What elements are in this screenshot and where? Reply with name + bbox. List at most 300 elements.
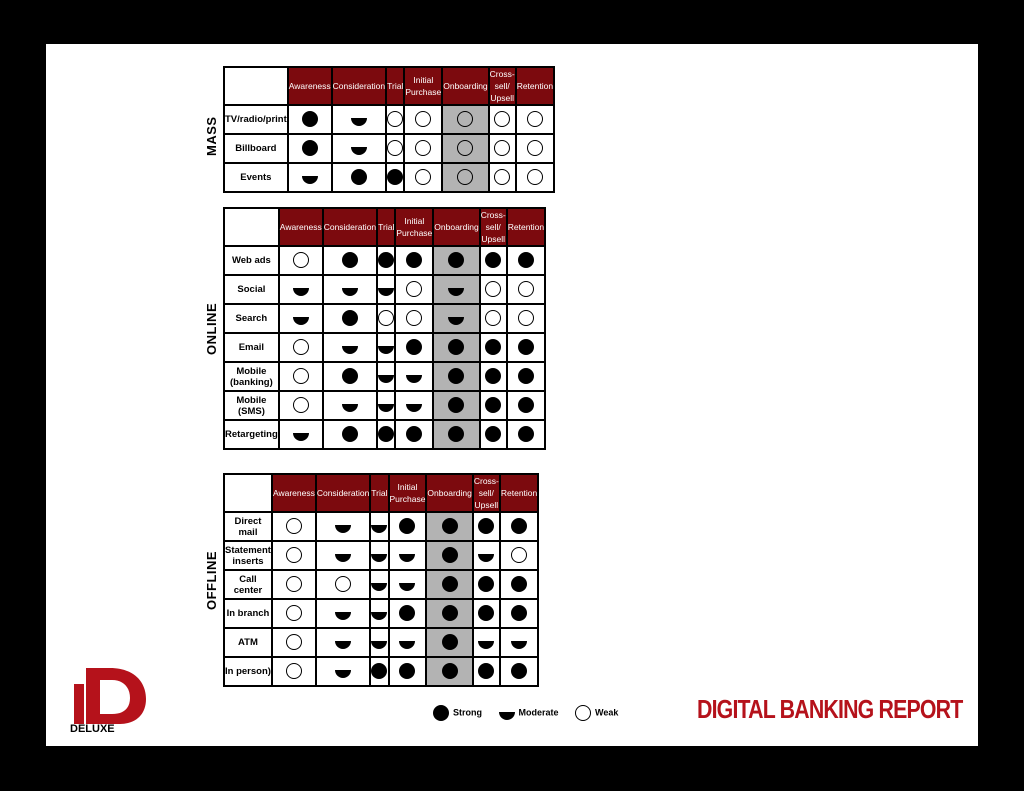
rating-cell (316, 570, 370, 599)
header-corner (224, 474, 272, 512)
table-row (224, 246, 545, 275)
table-row (224, 599, 538, 628)
empty-circle-icon (518, 310, 534, 326)
header-row (224, 208, 545, 246)
rating-cell (377, 304, 395, 333)
rating-cell (323, 420, 377, 449)
rating-cell (288, 105, 332, 134)
rating-cell (473, 657, 500, 686)
strong-circle-icon (399, 663, 415, 679)
table-row (224, 275, 545, 304)
half-circle-icon (371, 525, 387, 533)
rating-cell (370, 512, 388, 541)
rating-cell (389, 512, 427, 541)
rating-cell (389, 599, 427, 628)
half-circle-icon (293, 433, 309, 441)
rating-cell (377, 362, 395, 391)
rating-cell (507, 362, 545, 391)
strong-circle-icon (399, 605, 415, 621)
empty-circle-icon (485, 281, 501, 297)
strong-circle-icon (478, 663, 494, 679)
half-circle-icon (406, 375, 422, 383)
header-corner (224, 67, 288, 105)
rating-cell (480, 246, 507, 275)
rating-cell (332, 134, 386, 163)
half-circle-icon (499, 712, 515, 720)
report-title: DIGITAL BANKING REPORT (697, 694, 963, 724)
rating-cell (426, 570, 472, 599)
rating-cell (323, 333, 377, 362)
half-circle-icon (335, 554, 351, 562)
rating-cell (323, 362, 377, 391)
strong-circle-icon (448, 339, 464, 355)
column-header: Awareness (288, 67, 332, 105)
rating-cell (316, 541, 370, 570)
rating-cell (323, 275, 377, 304)
row-label: Retargeting (224, 420, 279, 449)
strong-circle-icon (511, 663, 527, 679)
strong-circle-icon (478, 605, 494, 621)
column-header: Trial (386, 67, 404, 105)
rating-cell (279, 304, 323, 333)
rating-cell (377, 391, 395, 420)
empty-circle-icon (335, 576, 351, 592)
half-circle-icon (478, 641, 494, 649)
rating-cell (507, 304, 545, 333)
half-circle-icon (342, 404, 358, 412)
empty-circle-icon (293, 397, 309, 413)
column-header: Cross-sell/ Upsell (489, 69, 515, 103)
empty-circle-icon (406, 281, 422, 297)
column-header: Awareness (279, 208, 323, 246)
row-label: Billboard (224, 134, 288, 163)
rating-cell (389, 628, 427, 657)
empty-circle-icon (293, 368, 309, 384)
rating-cell (500, 628, 538, 657)
row-label: Email (224, 333, 279, 362)
half-circle-icon (371, 554, 387, 562)
rating-cell (473, 599, 500, 628)
rating-cell (473, 628, 500, 657)
half-circle-icon (293, 288, 309, 296)
half-circle-icon (399, 583, 415, 591)
strong-circle-icon (406, 426, 422, 442)
row-label: Statement inserts (224, 541, 272, 570)
rating-cell (500, 512, 538, 541)
strong-circle-icon (485, 368, 501, 384)
empty-circle-icon (494, 169, 510, 185)
section-label: MASS (204, 116, 219, 156)
half-circle-icon (335, 612, 351, 620)
rating-cell (489, 134, 516, 163)
rating-cell (473, 512, 500, 541)
legend-weak-label: Weak (595, 707, 619, 718)
rating-cell (279, 275, 323, 304)
empty-circle-icon (575, 705, 591, 721)
rating-cell (433, 275, 479, 304)
strong-circle-icon (485, 397, 501, 413)
empty-circle-icon (415, 169, 431, 185)
empty-circle-icon (293, 339, 309, 355)
rating-cell (395, 391, 433, 420)
rating-cell (395, 420, 433, 449)
rating-cell (433, 391, 479, 420)
strong-circle-icon (378, 252, 394, 268)
rating-cell (395, 333, 433, 362)
rating-cell (395, 362, 433, 391)
rating-cell (442, 105, 488, 134)
legend-strong (433, 705, 482, 721)
rating-cell (316, 512, 370, 541)
column-header: Onboarding (426, 474, 472, 512)
rating-cell (272, 541, 316, 570)
rating-cell (507, 420, 545, 449)
half-circle-icon (342, 288, 358, 296)
rating-cell (316, 599, 370, 628)
header-row (224, 67, 554, 105)
rating-cell (395, 304, 433, 333)
row-label: In branch (224, 599, 272, 628)
rating-cell (377, 420, 395, 449)
rating-cell (507, 391, 545, 420)
half-circle-icon (342, 346, 358, 354)
half-circle-icon (351, 147, 367, 155)
empty-circle-icon (286, 518, 302, 534)
table-row (224, 657, 538, 686)
half-circle-icon (371, 612, 387, 620)
empty-circle-icon (415, 111, 431, 127)
half-circle-icon (335, 525, 351, 533)
row-label: Events (224, 163, 288, 192)
strong-circle-icon (518, 339, 534, 355)
rating-cell (288, 134, 332, 163)
strong-circle-icon (342, 310, 358, 326)
rating-cell (480, 275, 507, 304)
strong-circle-icon (448, 397, 464, 413)
half-circle-icon (378, 288, 394, 296)
strong-circle-icon (442, 634, 458, 650)
strong-circle-icon (511, 576, 527, 592)
strong-circle-icon (442, 576, 458, 592)
rating-cell (433, 420, 479, 449)
rating-cell (433, 362, 479, 391)
table-row (224, 541, 538, 570)
half-circle-icon (399, 554, 415, 562)
empty-circle-icon (518, 281, 534, 297)
rating-cell (395, 275, 433, 304)
rating-cell (386, 163, 404, 192)
rating-cell (500, 599, 538, 628)
row-label: Web ads (224, 246, 279, 275)
rating-cell (433, 333, 479, 362)
strong-circle-icon (478, 576, 494, 592)
table-row (224, 304, 545, 333)
empty-circle-icon (494, 140, 510, 156)
rating-cell (404, 105, 442, 134)
rating-cell (279, 362, 323, 391)
empty-circle-icon (494, 111, 510, 127)
rating-cell (386, 134, 404, 163)
rating-cell (272, 657, 316, 686)
half-circle-icon (351, 118, 367, 126)
rating-cell (279, 246, 323, 275)
rating-cell (370, 570, 388, 599)
rating-cell (480, 304, 507, 333)
rating-cell (389, 657, 427, 686)
rating-cell (480, 420, 507, 449)
half-circle-icon (399, 641, 415, 649)
strong-circle-icon (342, 426, 358, 442)
column-header: Cross-sell/ Upsell (480, 210, 506, 244)
half-circle-icon (448, 317, 464, 325)
rating-cell (272, 628, 316, 657)
strong-circle-icon (518, 397, 534, 413)
rating-cell (395, 246, 433, 275)
strong-circle-icon (442, 518, 458, 534)
rating-cell (516, 163, 554, 192)
rating-cell (433, 246, 479, 275)
strong-circle-icon (351, 169, 367, 185)
table-row (224, 628, 538, 657)
column-header: Retention (516, 67, 554, 105)
column-header: Awareness (272, 474, 316, 512)
strong-circle-icon (485, 426, 501, 442)
rating-cell (377, 333, 395, 362)
rating-cell (272, 512, 316, 541)
rating-cell (279, 333, 323, 362)
rating-cell (316, 628, 370, 657)
legend-moderate (499, 706, 559, 720)
rating-cell (370, 628, 388, 657)
rating-cell (489, 163, 516, 192)
empty-circle-icon (527, 169, 543, 185)
rating-cell (473, 541, 500, 570)
table-row (224, 512, 538, 541)
rating-cell (480, 333, 507, 362)
empty-circle-icon (378, 310, 394, 326)
rating-cell (279, 420, 323, 449)
column-header: Initial Purchase (404, 67, 442, 105)
matrix-table (223, 207, 546, 450)
matrix-table (223, 66, 555, 193)
row-label: Call center (224, 570, 272, 599)
rating-cell (386, 105, 404, 134)
half-circle-icon (371, 583, 387, 591)
half-circle-icon (371, 641, 387, 649)
rating-cell (480, 391, 507, 420)
rating-cell (404, 134, 442, 163)
column-header: Initial Purchase (389, 474, 427, 512)
half-circle-icon (378, 346, 394, 354)
rating-cell (480, 362, 507, 391)
table-row (224, 362, 545, 391)
empty-circle-icon (406, 310, 422, 326)
strong-circle-icon (485, 339, 501, 355)
slide (46, 44, 978, 746)
strong-circle-icon (302, 111, 318, 127)
half-circle-icon (335, 641, 351, 649)
strong-circle-icon (518, 368, 534, 384)
rating-cell (370, 541, 388, 570)
empty-circle-icon (286, 605, 302, 621)
rating-cell (426, 657, 472, 686)
half-circle-icon (302, 176, 318, 184)
half-circle-icon (478, 554, 494, 562)
half-circle-icon (378, 404, 394, 412)
strong-circle-icon (399, 518, 415, 534)
strong-circle-icon (302, 140, 318, 156)
section-label: ONLINE (204, 302, 219, 355)
table-row (224, 134, 554, 163)
rating-cell (316, 657, 370, 686)
rating-cell (272, 570, 316, 599)
row-label: Social (224, 275, 279, 304)
strong-circle-icon (518, 252, 534, 268)
empty-circle-icon (527, 140, 543, 156)
header-row (224, 474, 538, 512)
row-label: ATM (224, 628, 272, 657)
strong-circle-icon (378, 426, 394, 442)
empty-circle-icon (511, 547, 527, 563)
table-row (224, 420, 545, 449)
rating-cell (272, 599, 316, 628)
empty-circle-icon (527, 111, 543, 127)
half-circle-icon (448, 288, 464, 296)
legend-moderate-label: Moderate (518, 707, 559, 718)
rating-cell (489, 105, 516, 134)
strong-circle-icon (485, 252, 501, 268)
column-header: Consideration (323, 208, 377, 246)
column-header: Retention (500, 474, 538, 512)
column-header: Onboarding (433, 208, 479, 246)
strong-circle-icon (511, 605, 527, 621)
column-header: Cross-sell/ Upsell (473, 476, 499, 510)
strong-circle-icon (518, 426, 534, 442)
empty-circle-icon (415, 140, 431, 156)
rating-cell (516, 105, 554, 134)
column-header: Retention (507, 208, 545, 246)
deluxe-logo (68, 664, 152, 734)
column-header: Consideration (332, 67, 386, 105)
rating-cell (377, 275, 395, 304)
row-label: TV/radio/print (224, 105, 288, 134)
rating-cell (426, 541, 472, 570)
strong-circle-icon (406, 252, 422, 268)
rating-cell (323, 304, 377, 333)
empty-circle-icon (286, 634, 302, 650)
row-label: Mobile (banking) (224, 362, 279, 391)
table-row (224, 570, 538, 599)
table-row (224, 391, 545, 420)
row-label: Search (224, 304, 279, 333)
rating-cell (370, 599, 388, 628)
legend-weak (575, 705, 618, 721)
half-circle-icon (378, 375, 394, 383)
rating-cell (507, 275, 545, 304)
column-header: Onboarding (442, 67, 488, 105)
section-label: OFFLINE (204, 550, 219, 610)
strong-circle-icon (433, 705, 449, 721)
strong-circle-icon (342, 368, 358, 384)
empty-circle-icon (485, 310, 501, 326)
half-circle-icon (293, 317, 309, 325)
strong-circle-icon (511, 518, 527, 534)
rating-cell (279, 391, 323, 420)
half-circle-icon (335, 670, 351, 678)
rating-cell (332, 163, 386, 192)
empty-circle-icon (286, 547, 302, 563)
strong-circle-icon (448, 426, 464, 442)
row-label: In person) (224, 657, 272, 686)
legend (433, 705, 632, 721)
table-row (224, 105, 554, 134)
rating-cell (500, 657, 538, 686)
empty-circle-icon (457, 169, 473, 185)
table-row (224, 163, 554, 192)
empty-circle-icon (293, 252, 309, 268)
column-header: Consideration (316, 474, 370, 512)
rating-cell (426, 599, 472, 628)
strong-circle-icon (406, 339, 422, 355)
strong-circle-icon (442, 547, 458, 563)
rating-cell (323, 391, 377, 420)
rating-cell (404, 163, 442, 192)
row-label: Direct mail (224, 512, 272, 541)
empty-circle-icon (286, 576, 302, 592)
row-label: Mobile (SMS) (224, 391, 279, 420)
rating-cell (426, 512, 472, 541)
half-circle-icon (511, 641, 527, 649)
empty-circle-icon (387, 111, 403, 127)
column-header: Trial (370, 474, 388, 512)
table-row (224, 333, 545, 362)
rating-cell (473, 570, 500, 599)
empty-circle-icon (387, 140, 403, 156)
strong-circle-icon (442, 605, 458, 621)
rating-cell (500, 570, 538, 599)
legend-strong-label: Strong (453, 707, 482, 718)
rating-cell (370, 657, 388, 686)
column-header: Initial Purchase (395, 208, 433, 246)
strong-circle-icon (371, 663, 387, 679)
matrix-table (223, 473, 539, 687)
strong-circle-icon (342, 252, 358, 268)
rating-cell (389, 541, 427, 570)
strong-circle-icon (448, 368, 464, 384)
empty-circle-icon (286, 663, 302, 679)
rating-cell (442, 134, 488, 163)
empty-circle-icon (457, 140, 473, 156)
rating-cell (507, 246, 545, 275)
header-corner (224, 208, 279, 246)
strong-circle-icon (442, 663, 458, 679)
half-circle-icon (406, 404, 422, 412)
column-header: Trial (377, 208, 395, 246)
strong-circle-icon (387, 169, 403, 185)
rating-cell (516, 134, 554, 163)
rating-cell (442, 163, 488, 192)
rating-cell (500, 541, 538, 570)
logo-wordmark: DELUXE (70, 723, 115, 734)
strong-circle-icon (448, 252, 464, 268)
rating-cell (332, 105, 386, 134)
rating-cell (389, 570, 427, 599)
rating-cell (323, 246, 377, 275)
rating-cell (288, 163, 332, 192)
strong-circle-icon (478, 518, 494, 534)
rating-cell (426, 628, 472, 657)
empty-circle-icon (457, 111, 473, 127)
